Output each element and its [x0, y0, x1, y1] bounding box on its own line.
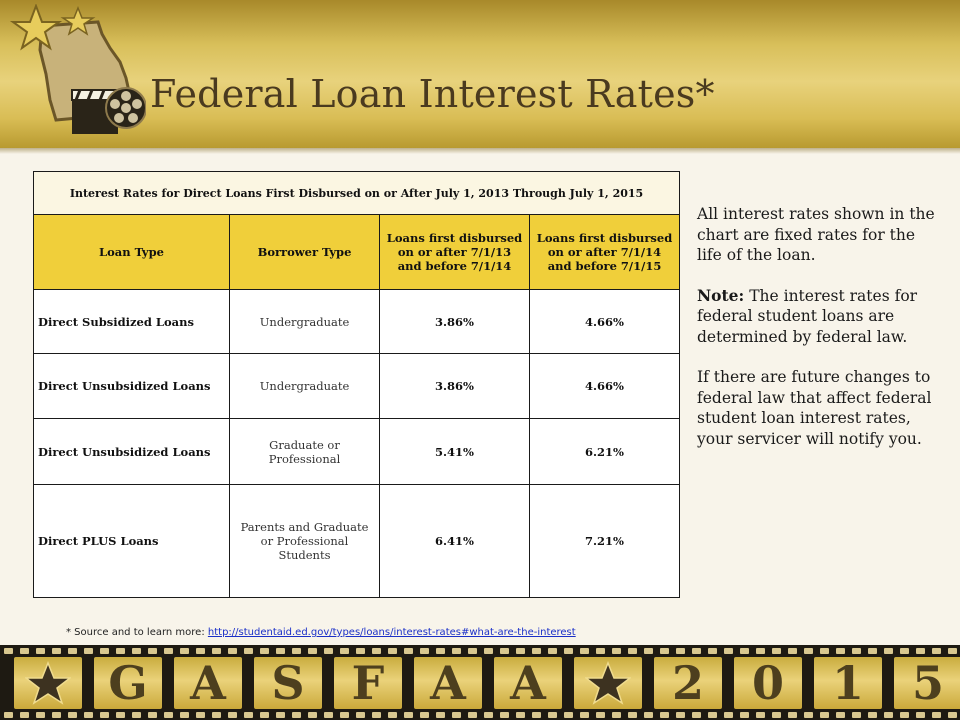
table-row	[34, 485, 680, 598]
film-perforation	[660, 712, 669, 718]
column-header-loan-type: Loan Type	[34, 215, 230, 290]
star-icon	[574, 657, 642, 709]
film-perforation	[164, 712, 173, 718]
film-perforation	[900, 648, 909, 654]
film-perforation	[804, 712, 813, 718]
banner-letter: A	[174, 657, 242, 709]
rate-2013-cell: 5.41%	[380, 419, 530, 485]
film-perforation	[68, 648, 77, 654]
film-perforation	[932, 648, 941, 654]
film-perforation	[452, 648, 461, 654]
film-perforation	[340, 648, 349, 654]
film-perforation	[292, 648, 301, 654]
film-perforations-bottom	[0, 711, 960, 719]
film-perforation	[100, 712, 109, 718]
banner-letter: A	[494, 657, 562, 709]
film-perforation	[20, 648, 29, 654]
film-perforation	[308, 648, 317, 654]
film-perforation	[948, 712, 957, 718]
loan-type-cell: Direct Unsubsidized Loans	[34, 354, 230, 419]
film-perforation	[756, 648, 765, 654]
film-perforation	[932, 712, 941, 718]
film-perforation	[884, 648, 893, 654]
film-perforation	[84, 712, 93, 718]
film-perforation	[484, 712, 493, 718]
film-perforation	[724, 712, 733, 718]
film-perforation	[548, 712, 557, 718]
film-perforation	[404, 648, 413, 654]
film-perforation	[372, 648, 381, 654]
film-perforation	[388, 648, 397, 654]
film-perforation	[84, 648, 93, 654]
column-header-rate-2014: Loans first disbursed on or after 7/1/14 and before 7/1/15	[530, 215, 680, 290]
film-perforation	[356, 712, 365, 718]
film-perforation	[628, 648, 637, 654]
film-perforation	[692, 648, 701, 654]
film-perforation	[580, 648, 589, 654]
film-perforation	[36, 712, 45, 718]
film-perforation	[420, 648, 429, 654]
film-perforation	[500, 648, 509, 654]
table-row	[34, 290, 680, 354]
film-perforation	[820, 648, 829, 654]
table-caption: Interest Rates for Direct Loans First Disbursed on or After July 1, 2013 Through July 1, 2015	[34, 172, 680, 215]
film-perforation	[148, 712, 157, 718]
film-perforation	[852, 712, 861, 718]
film-perforation	[276, 648, 285, 654]
page-title: Federal Loan Interest Rates*	[150, 72, 715, 116]
film-perforation	[916, 648, 925, 654]
banner-letter: 2	[654, 657, 722, 709]
film-perforation	[564, 712, 573, 718]
film-perforation	[4, 712, 13, 718]
gasfaa-filmstrip-banner	[0, 645, 960, 720]
film-perforation	[116, 712, 125, 718]
film-perforation	[196, 648, 205, 654]
film-perforation	[20, 712, 29, 718]
film-perforation	[820, 712, 829, 718]
rate-2014-cell: 6.21%	[530, 419, 680, 485]
film-perforation	[468, 648, 477, 654]
film-perforation	[244, 712, 253, 718]
federal-law-note	[697, 286, 937, 348]
film-perforation	[436, 712, 445, 718]
film-perforation	[772, 712, 781, 718]
fixed-rate-note: All interest rates shown in the chart are fixed rates for the life of the loan.	[697, 205, 935, 264]
film-perforation	[660, 648, 669, 654]
film-perforation	[132, 712, 141, 718]
film-perforation	[36, 648, 45, 654]
star-icon	[14, 657, 82, 709]
header-shadow	[0, 148, 960, 154]
film-perforation	[308, 712, 317, 718]
film-perforation	[564, 648, 573, 654]
film-perforation	[116, 648, 125, 654]
loan-type-cell: Direct Unsubsidized Loans	[34, 419, 230, 485]
banner-letter: 5	[894, 657, 960, 709]
loan-type-cell: Direct Subsidized Loans	[34, 290, 230, 354]
film-perforation	[708, 648, 717, 654]
borrower-type-cell: Parents and Graduate or Professional Students	[230, 485, 380, 598]
film-perforation	[52, 648, 61, 654]
banner-letter: 0	[734, 657, 802, 709]
film-perforation	[468, 712, 477, 718]
table-caption-row	[34, 172, 680, 215]
film-perforation	[836, 712, 845, 718]
film-perforation	[868, 712, 877, 718]
film-perforation	[596, 648, 605, 654]
film-perforation	[676, 648, 685, 654]
film-perforation	[404, 712, 413, 718]
future-changes-note: If there are future changes to federal law that affect federal student loan interest rates, your servicer will notify you.	[697, 368, 932, 448]
rate-2014-cell: 4.66%	[530, 290, 680, 354]
film-perforation	[612, 712, 621, 718]
georgia-film-logo	[6, 4, 146, 144]
film-perforation	[500, 712, 509, 718]
film-perforation	[676, 712, 685, 718]
film-perforation	[356, 648, 365, 654]
banner-letter: G	[94, 657, 162, 709]
rate-2014-cell: 7.21%	[530, 485, 680, 598]
film-perforation	[516, 648, 525, 654]
film-perforation	[548, 648, 557, 654]
borrower-type-cell: Graduate or Professional	[230, 419, 380, 485]
film-perforation	[148, 648, 157, 654]
film-perforation	[484, 648, 493, 654]
table-row	[34, 419, 680, 485]
film-perforation	[420, 712, 429, 718]
table-header-row	[34, 215, 680, 290]
film-perforation	[260, 648, 269, 654]
loan-type-cell: Direct PLUS Loans	[34, 485, 230, 598]
borrower-type-cell: Undergraduate	[230, 354, 380, 419]
filmstrip-frames	[0, 657, 960, 709]
rate-2013-cell: 6.41%	[380, 485, 530, 598]
film-reel-icon	[106, 88, 146, 128]
film-perforation	[340, 712, 349, 718]
film-perforation	[868, 648, 877, 654]
film-perforation	[276, 712, 285, 718]
film-perforation	[228, 712, 237, 718]
column-header-borrower-type: Borrower Type	[230, 215, 380, 290]
interest-rates-table	[33, 171, 680, 598]
film-perforation	[804, 648, 813, 654]
film-perforation	[644, 648, 653, 654]
film-perforation	[644, 712, 653, 718]
film-perforation	[580, 712, 589, 718]
table-row	[34, 354, 680, 419]
film-perforation	[532, 648, 541, 654]
source-link[interactable]: http://studentaid.ed.gov/types/loans/interest-rates#what-are-the-interest	[207, 627, 576, 638]
rate-2013-cell: 3.86%	[380, 354, 530, 419]
film-perforation	[612, 648, 621, 654]
film-perforation	[164, 648, 173, 654]
film-perforation	[628, 712, 637, 718]
film-perforation	[788, 712, 797, 718]
film-perforation	[244, 648, 253, 654]
film-perforation	[180, 712, 189, 718]
rate-2014-cell: 4.66%	[530, 354, 680, 419]
film-perforation	[772, 648, 781, 654]
film-perforation	[180, 648, 189, 654]
film-perforation	[324, 648, 333, 654]
film-perforation	[724, 648, 733, 654]
film-perforation	[740, 712, 749, 718]
banner-letter: S	[254, 657, 322, 709]
film-perforation	[900, 712, 909, 718]
film-perforation	[292, 712, 301, 718]
film-perforation	[260, 712, 269, 718]
film-perforation	[324, 712, 333, 718]
film-perforation	[948, 648, 957, 654]
film-perforation	[452, 712, 461, 718]
film-perforation	[756, 712, 765, 718]
film-perforation	[852, 648, 861, 654]
film-perforation	[532, 712, 541, 718]
film-perforation	[596, 712, 605, 718]
film-perforation	[100, 648, 109, 654]
source-prefix: * Source and to learn more:	[66, 627, 205, 638]
film-perforation	[4, 648, 13, 654]
side-notes	[697, 204, 937, 469]
column-header-rate-2013: Loans first disbursed on or after 7/1/13 and before 7/1/14	[380, 215, 530, 290]
film-perforation	[708, 712, 717, 718]
borrower-type-cell: Undergraduate	[230, 290, 380, 354]
note-text: The interest rates for federal student loans are determined by federal law.	[697, 286, 918, 346]
film-perforation	[68, 712, 77, 718]
film-perforation	[132, 648, 141, 654]
film-perforation	[212, 712, 221, 718]
film-perforations-top	[0, 647, 960, 655]
film-perforation	[212, 648, 221, 654]
header-banner	[0, 0, 960, 148]
film-perforation	[52, 712, 61, 718]
film-perforation	[372, 712, 381, 718]
film-perforation	[692, 712, 701, 718]
film-perforation	[196, 712, 205, 718]
film-perforation	[788, 648, 797, 654]
film-perforation	[916, 712, 925, 718]
banner-letter: A	[414, 657, 482, 709]
film-perforation	[516, 712, 525, 718]
source-footnote	[66, 627, 576, 638]
film-perforation	[228, 648, 237, 654]
film-perforation	[436, 648, 445, 654]
note-label: Note:	[697, 285, 745, 305]
film-perforation	[388, 712, 397, 718]
film-perforation	[836, 648, 845, 654]
banner-letter: F	[334, 657, 402, 709]
rate-2013-cell: 3.86%	[380, 290, 530, 354]
film-perforation	[740, 648, 749, 654]
banner-letter: 1	[814, 657, 882, 709]
film-perforation	[884, 712, 893, 718]
